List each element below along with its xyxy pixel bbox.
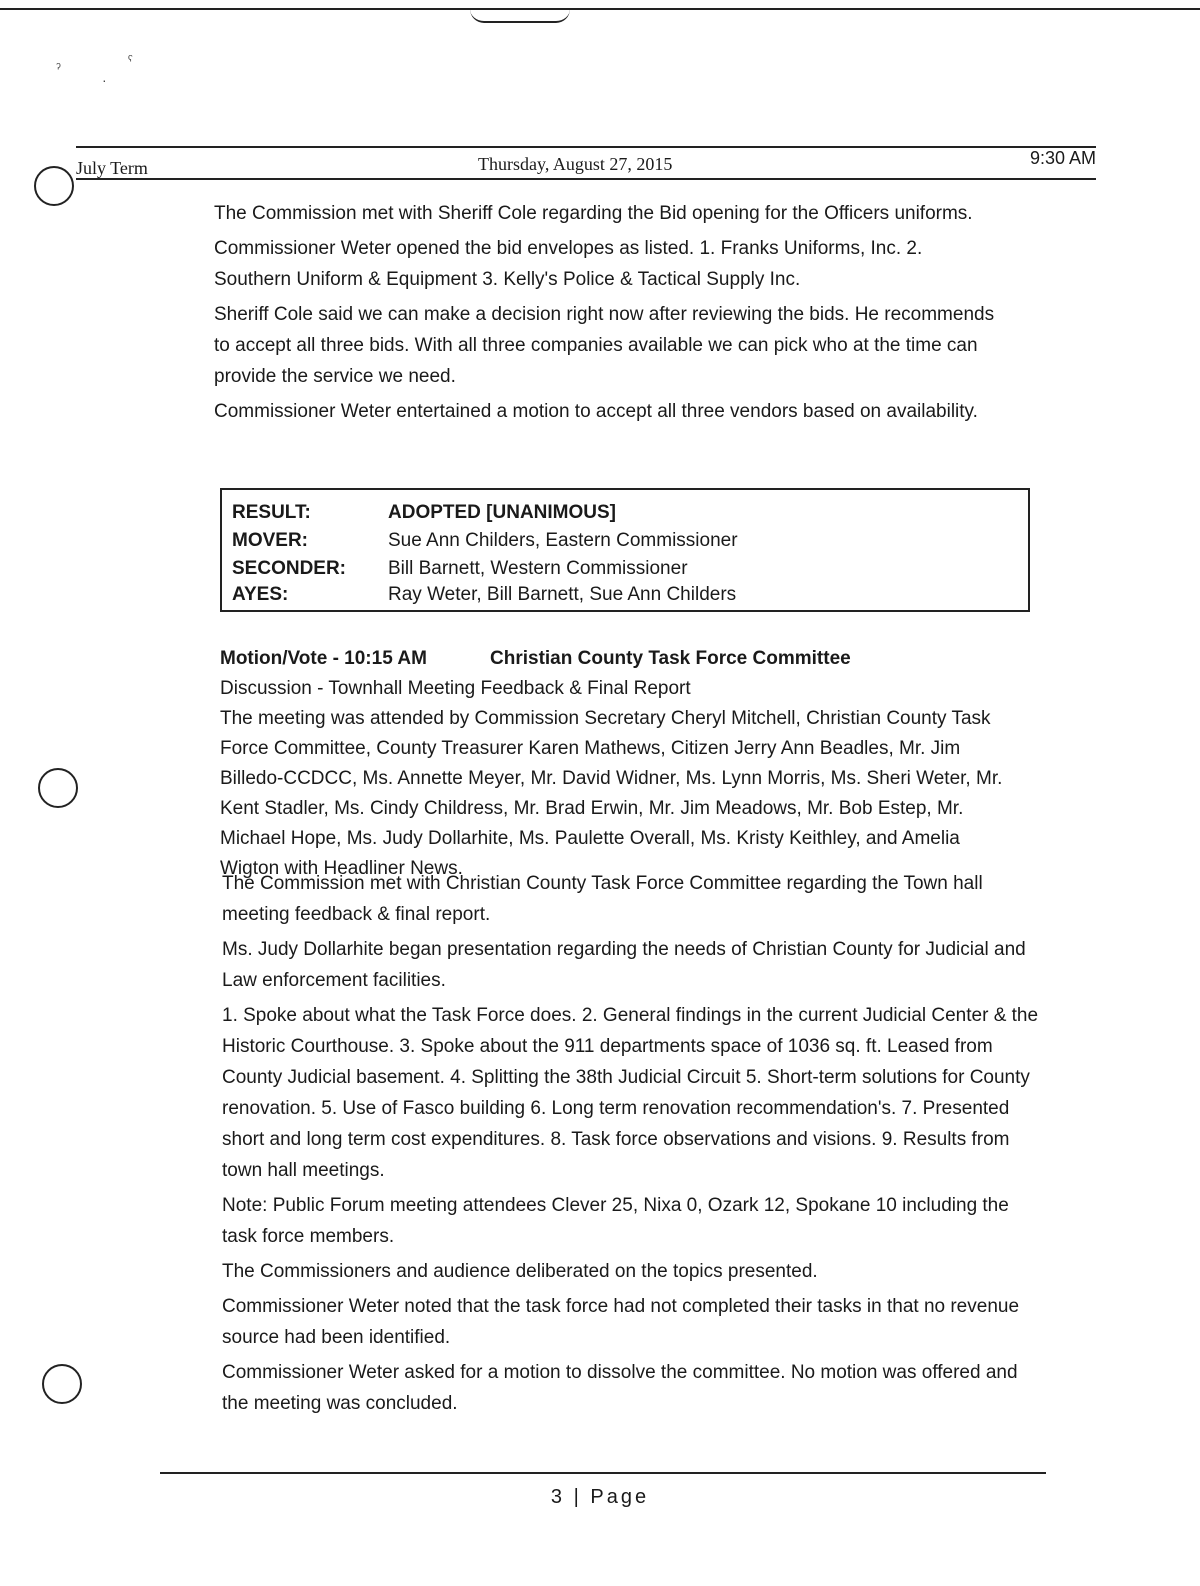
minutes-section-bids	[214, 198, 1004, 427]
paragraph: 1. Spoke about what the Task Force does. 2. General findings in the current Judicial Center & the Historic Courthouse. 3. Spoke about the 911 departments space of 1036 sq. ft. Leased from County Judicial basement. 4. Splitting the 38th Judicial Circuit 5. Short-term solutions for County renovation. 5. Use of Fasco building 6. Long term renovation recommendation's. 7. Presented short and long term cost expenditures. 8. Task force observations and visions. 9. Results from town hall meetings.	[222, 1005, 1039, 1181]
top-edge-notch	[470, 9, 570, 23]
minutes-section-task-force	[222, 868, 1040, 1419]
vote-row-ayes	[232, 584, 736, 606]
agenda-item	[220, 644, 1020, 884]
vote-row-result	[232, 502, 616, 524]
attendance-paragraph: The meeting was attended by Commission Secretary Cheryl Mitchell, Christian County Task Force Committee, County Treasurer Karen Mathews, Citizen Jerry Ann Beadles, Mr. Jim Billedo-CCDCC, Ms. Annette Meyer, Mr. David Widner, Ms. Lynn Morris, Ms. Sheri Weter, Mr. Kent Stadler, Ms. Cindy Childress, Mr. Brad Erwin, Mr. Jim Meadows, Mr. Bob Estep, Mr. Michael Hope, Ms. Judy Dollarhite, Ms. Paulette Overall, Ms. Kristy Keithley, and Amelia Wigton with Headliner News.	[220, 708, 1003, 879]
paragraph: Commissioner Weter opened the bid envelopes as listed. 1. Franks Uniforms, Inc. 2. Southern Uniform & Equipment 3. Kelly's Police & Tactical Supply Inc.	[214, 238, 923, 290]
paragraph: Note: Public Forum meeting attendees Clever 25, Nixa 0, Ozark 12, Spokane 10 including the task force members.	[222, 1195, 1009, 1247]
vote-row-mover	[232, 530, 738, 552]
paragraph: Sheriff Cole said we can make a decision right now after reviewing the bids. He recommends to accept all three bids. With all three companies available we can pick who at the time can provide the service we need.	[214, 304, 995, 387]
vote-value: Ray Weter, Bill Barnett, Sue Ann Childers	[388, 584, 737, 605]
header-bottom-rule	[76, 178, 1096, 180]
top-edge-rule	[0, 8, 1200, 10]
term-label: July Term	[76, 158, 148, 178]
committee-name: Christian County Task Force Committee	[490, 648, 851, 669]
binder-hole-2	[38, 768, 78, 808]
paragraph: Commissioner Weter noted that the task force had not completed their tasks in that no revenue source had been identified.	[222, 1296, 1020, 1348]
page-number: 3 | Page	[550, 1486, 650, 1508]
header-top-rule	[76, 146, 1096, 148]
paragraph: Ms. Judy Dollarhite began presentation regarding the needs of Christian County for Judicial and Law enforcement facilities.	[222, 939, 1026, 991]
paragraph: The Commissioners and audience deliberated on the topics presented.	[222, 1261, 818, 1282]
vote-result-box	[220, 488, 1030, 612]
motion-label: Motion/Vote - 10:15 AM	[220, 648, 427, 669]
vote-value: Bill Barnett, Western Commissioner	[388, 558, 688, 579]
meeting-time: 9:30 AM	[1029, 148, 1096, 168]
scan-speck: ˀ	[56, 60, 61, 76]
motion-heading	[220, 644, 1020, 674]
scan-speck: ˁ	[128, 52, 133, 68]
paragraph: Commissioner Weter asked for a motion to dissolve the committee. No motion was offered and the meeting was concluded.	[222, 1362, 1018, 1414]
footer-rule	[160, 1472, 1046, 1474]
discussion-line: Discussion - Townhall Meeting Feedback & Final Report	[220, 678, 691, 699]
scan-speck: ·	[102, 72, 107, 88]
page-header	[76, 146, 1096, 186]
vote-label: MOVER:	[232, 530, 308, 551]
vote-value: Sue Ann Childers, Eastern Commissioner	[388, 530, 738, 551]
vote-label: AYES:	[232, 584, 289, 605]
paragraph: Commissioner Weter entertained a motion to accept all three vendors based on availability.	[214, 401, 978, 422]
paragraph: The Commission met with Christian County Task Force Committee regarding the Town hall meeting feedback & final report.	[222, 873, 983, 925]
binder-hole-1	[34, 166, 74, 206]
vote-label: SECONDER:	[232, 558, 347, 579]
vote-value: ADOPTED [UNANIMOUS]	[388, 502, 616, 523]
vote-row-seconder	[232, 558, 688, 580]
binder-hole-3	[42, 1364, 82, 1404]
paragraph: The Commission met with Sheriff Cole regarding the Bid opening for the Officers uniforms.	[214, 203, 973, 224]
meeting-date: Thursday, August 27, 2015	[478, 154, 673, 174]
vote-label: RESULT:	[232, 502, 311, 523]
